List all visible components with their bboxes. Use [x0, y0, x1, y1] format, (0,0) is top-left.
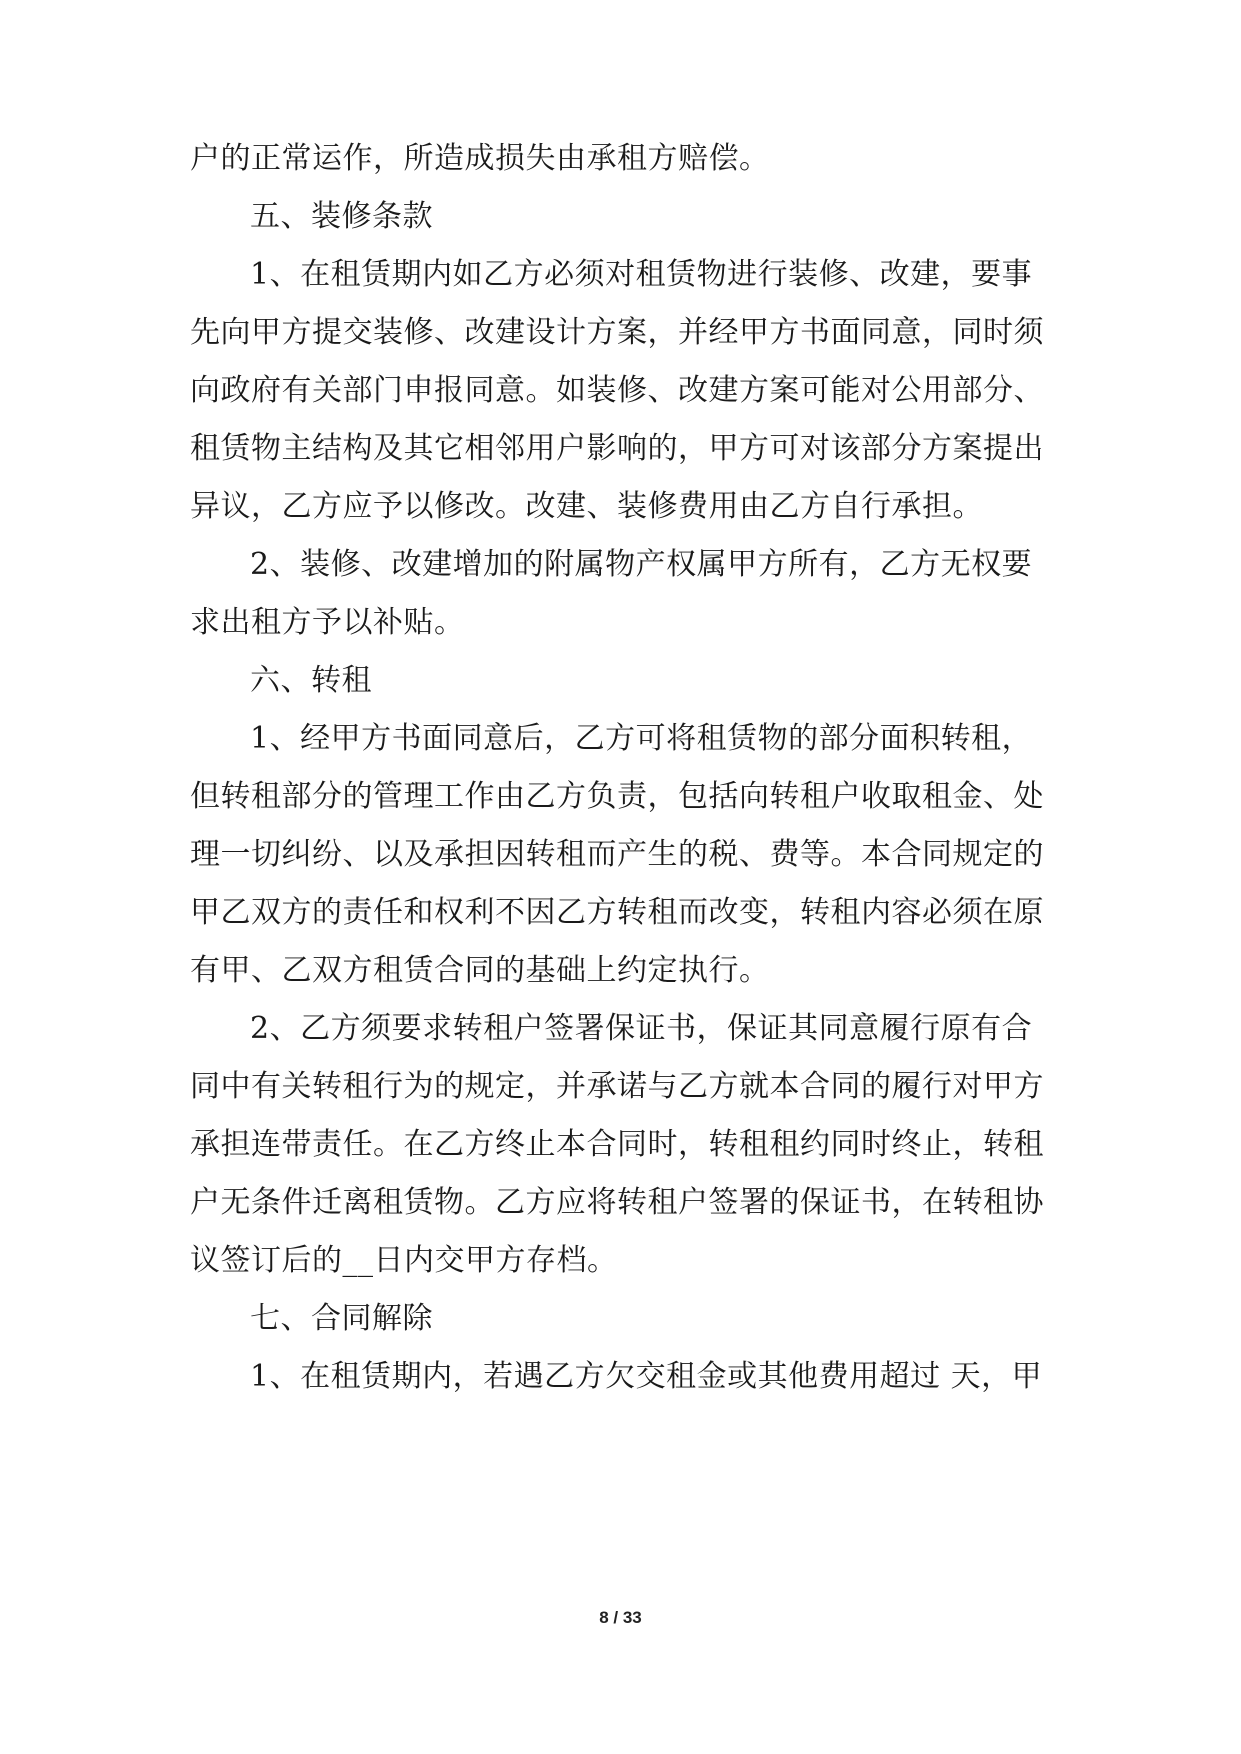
text-line: 但转租部分的管理工作由乙方负责，包括向转租户收取租金、处: [190, 779, 1044, 814]
text-line: 1、在租赁期内如乙方必须对租赁物进行装修、改建，要事: [250, 257, 1033, 292]
section-heading-decoration: 五、装修条款: [250, 199, 433, 234]
text-line: 先向甲方提交装修、改建设计方案，并经甲方书面同意，同时须: [190, 315, 1044, 350]
text-line: 1、在租赁期内，若遇乙方欠交租金或其他费用超过 天，甲: [250, 1359, 1043, 1394]
text-line: 有甲、乙双方租赁合同的基础上约定执行。: [190, 953, 770, 988]
text-line: 租赁物主结构及其它相邻用户影响的，甲方可对该部分方案提出: [190, 431, 1044, 466]
text-line: 2、乙方须要求转租户签署保证书，保证其同意履行原有合: [250, 1011, 1033, 1046]
text-line: 求出租方予以补贴。: [190, 605, 465, 640]
text-line: 2、装修、改建增加的附属物产权属甲方所有，乙方无权要: [250, 547, 1033, 582]
text-line: 甲乙双方的责任和权利不因乙方转租而改变，转租内容必须在原: [190, 895, 1044, 930]
section-heading-sublease: 六、转租: [250, 663, 372, 698]
text-line: 同中有关转租行为的规定，并承诺与乙方就本合同的履行对甲方: [190, 1069, 1044, 1104]
text-line: 理一切纠纷、以及承担因转租而产生的税、费等。本合同规定的: [190, 837, 1044, 872]
text-line: 1、经甲方书面同意后，乙方可将租赁物的部分面积转租，: [250, 721, 1033, 756]
text-line: 承担连带责任。在乙方终止本合同时，转租租约同时终止，转租: [190, 1127, 1044, 1162]
text-line: 户的正常运作，所造成损失由承租方赔偿。: [190, 141, 770, 176]
text-line: 户无条件迁离租赁物。乙方应将转租户签署的保证书，在转租协: [190, 1185, 1044, 1220]
text-line: 向政府有关部门申报同意。如装修、改建方案可能对公用部分、: [190, 373, 1044, 408]
page-number: 8 / 33: [599, 1608, 642, 1627]
section-heading-termination: 七、合同解除: [250, 1301, 433, 1336]
text-line: 异议，乙方应予以修改。改建、装修费用由乙方自行承担。: [190, 489, 983, 524]
text-line: 议签订后的__日内交甲方存档。: [190, 1243, 618, 1278]
